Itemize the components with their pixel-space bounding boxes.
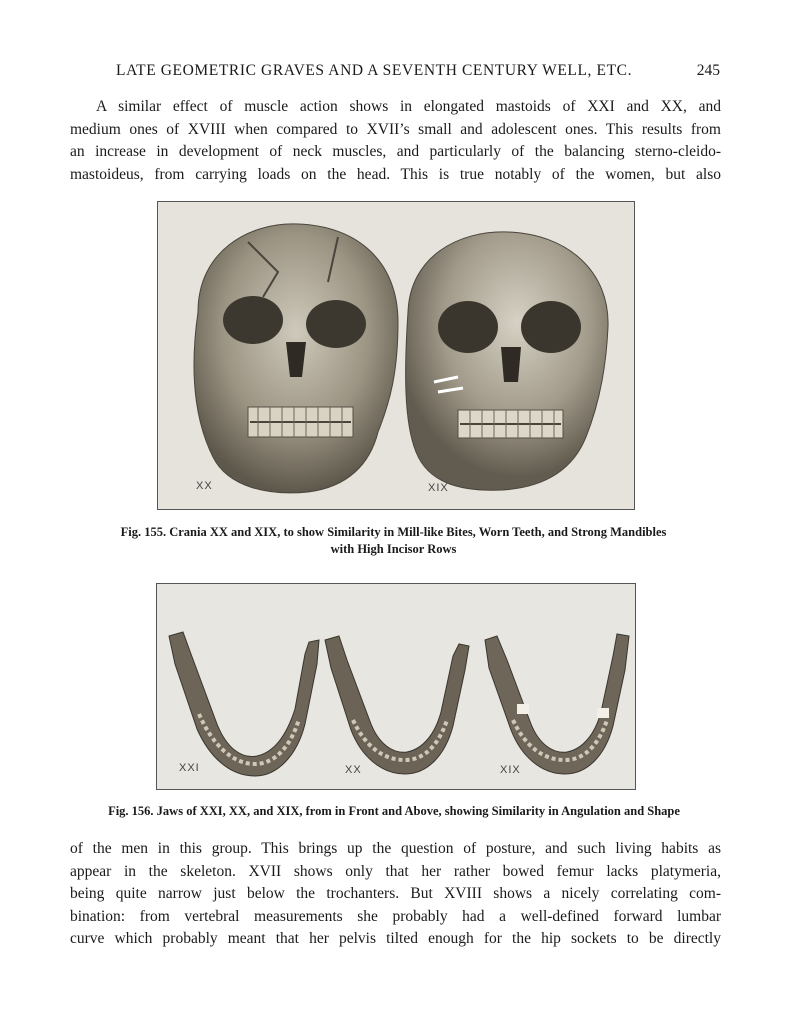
figure-156-caption: Fig. 156. Jaws of XXI, XX, and XIX, from in Front and Above, showing Similarity in Angulation and Shape [108, 804, 680, 818]
figure-155-caption [60, 524, 727, 558]
figure-156-photo [156, 583, 636, 790]
figure-156-label: XXI [179, 762, 200, 774]
figure-156-label: XIX [500, 764, 521, 776]
caption-line: with High Incisor Rows [330, 542, 457, 556]
figure-155-label: XIX [428, 482, 449, 494]
paragraph-line: of the men in this group. This brings up the question of posture, and such living habits as [70, 840, 721, 857]
paragraph-line: curve which probably meant that her pelvis tilted enough for the hip sockets to be directly [70, 930, 721, 947]
paragraph-bottom [70, 838, 721, 951]
cranium-xix [406, 232, 608, 490]
page-number: 245 [696, 62, 720, 79]
figure-155-label: XX [196, 480, 213, 492]
cranium-xx [194, 224, 398, 493]
paragraph-line: appear in the skeleton. XVII shows only that her rather bowed femur lacks platymeria, [70, 862, 721, 880]
running-head-title: LATE GEOMETRIC GRAVES AND A SEVENTH CENTURY WELL, ETC. [116, 62, 633, 79]
paragraph-line: bination: from vertebral measurements she probably had a well-defined forward lumbar [70, 907, 721, 925]
running-head [70, 62, 720, 84]
paragraph-top [70, 96, 721, 186]
figure-155-photo [157, 201, 635, 510]
caption-line: Fig. 155. Crania XX and XIX, to show Similarity in Mill-like Bites, Worn Teeth, and Strong Mandibles [120, 525, 667, 539]
paragraph-line: an increase in development of neck muscles, and particularly of the balancing sterno-cleido- [70, 143, 721, 160]
figure-156-label: XX [345, 764, 362, 776]
jaws-illustration [157, 584, 635, 789]
paragraph-line: being quite narrow just below the trochanters. But XVIII shows a nicely correlating com- [70, 885, 721, 902]
paragraph-line: mastoideus, from carrying loads on the head. This is true notably of the women, but also [70, 165, 721, 183]
crania-illustration [158, 202, 634, 509]
paragraph-line: A similar effect of muscle action shows in elongated mastoids of XXI and XX, and [96, 98, 721, 115]
paragraph-line: medium ones of XVIII when compared to XVII’s small and adolescent ones. This results from [70, 120, 721, 138]
